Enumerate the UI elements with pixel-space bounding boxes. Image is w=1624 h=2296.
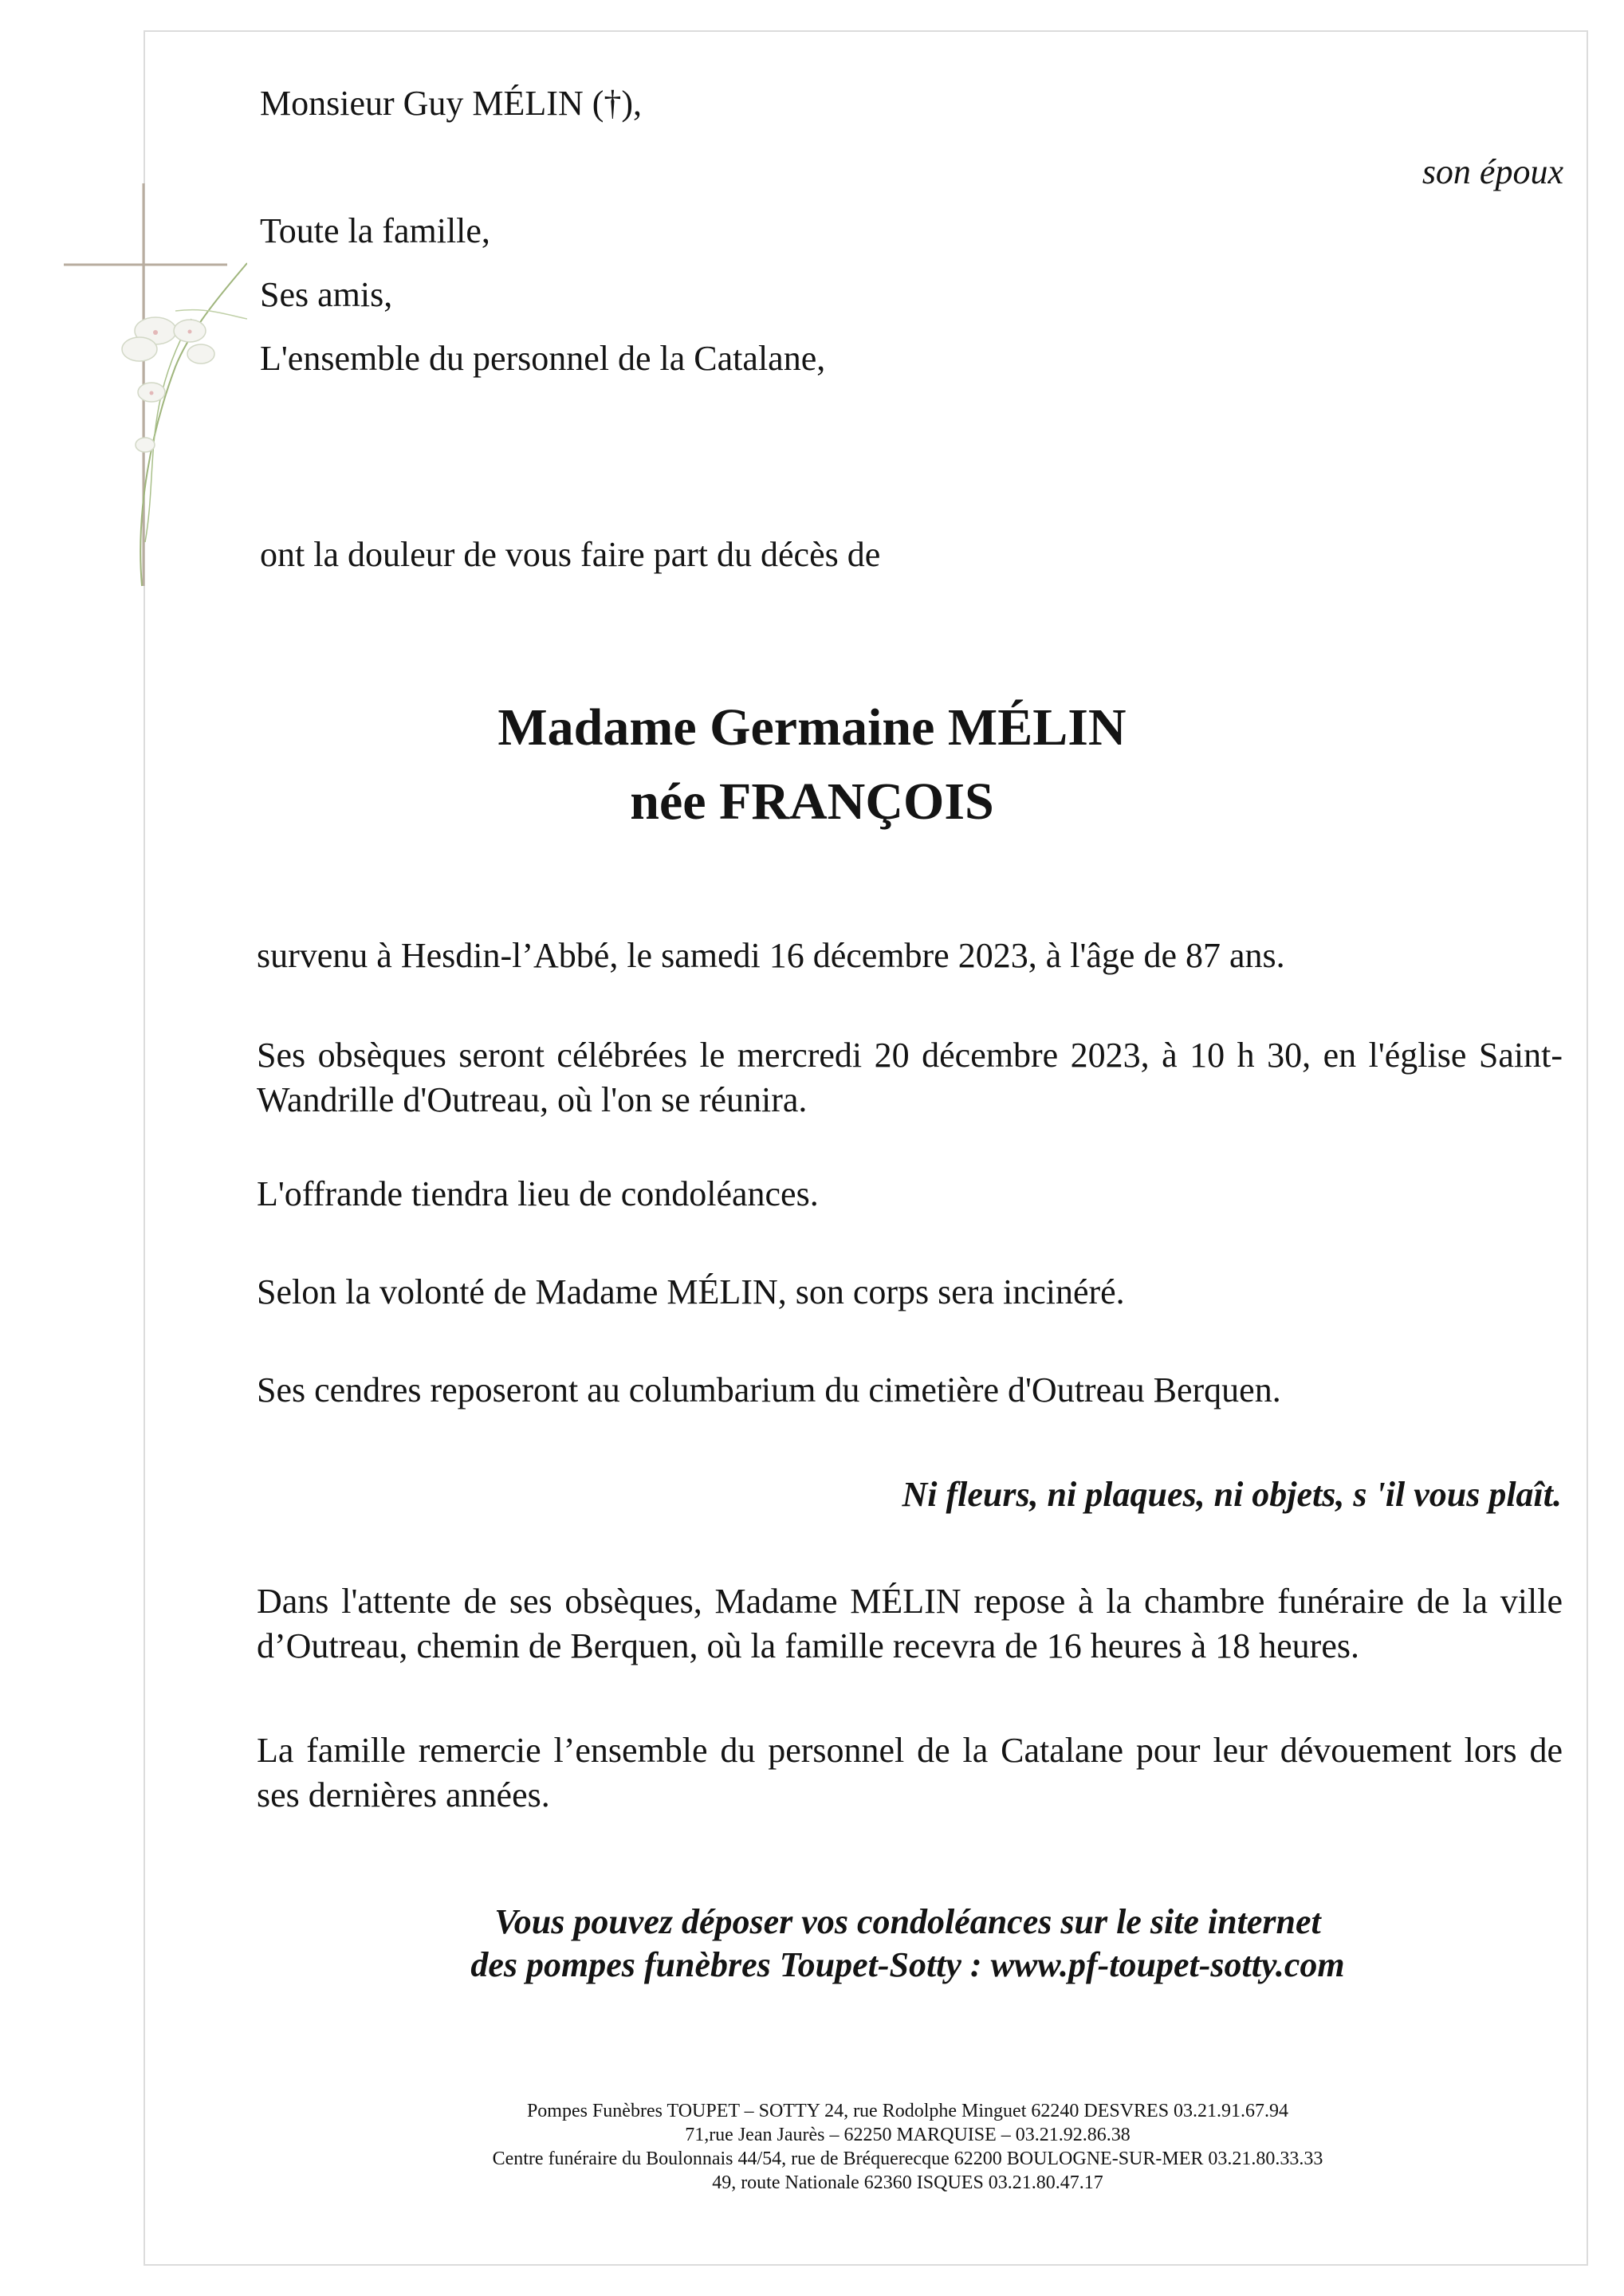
footer-line: Pompes Funèbres TOUPET – SOTTY 24, rue Rodolphe Minguet 62240 DESVRES 03.21.91.67.94 (526, 2101, 1289, 2121)
funeral-paragraph: Ses obsèques seront célébrées le mercredi 20 décembre 2023, à 10 h 30, en l'église Saint-Wandrille d'Outreau, où l'on se réunira. (257, 1036, 1563, 1119)
death-paragraph: survenu à Hesdin-l’Abbé, le samedi 16 décembre 2023, à l'âge de 87 ans. (257, 936, 1285, 975)
staff-line: L'ensemble du personnel de la Catalane, (260, 339, 826, 378)
ashes-paragraph: Ses cendres reposeront au columbarium du cimetière d'Outreau Berquen. (257, 1370, 1281, 1409)
thanks-paragraph: La famille remercie l’ensemble du personnel de la Catalane pour leur dévouement lors de ses dernières années. (257, 1731, 1563, 1814)
cross-symbol-icon: † (604, 84, 622, 123)
offering-paragraph: L'offrande tiendra lieu de condoléances. (257, 1174, 819, 1213)
deceased-name: Madame Germaine MÉLIN (497, 698, 1127, 757)
footer-line: Centre funéraire du Boulonnais 44/54, rue de Bréquerecque 62200 BOULOGNE-SUR-MER 03.21.80.33.33 (492, 2149, 1323, 2169)
husband-line (260, 81, 642, 126)
no-flowers-notice: Ni fleurs, ni plaques, ni objets, s 'il vous plaît. (902, 1475, 1562, 1514)
condolences-line-2: des pompes funèbres Toupet-Sotty : www.pf-toupet-sotty.com (470, 1945, 1345, 1984)
footer-line: 71,rue Jean Jaurès – 62250 MARQUISE – 03.21.92.86.38 (685, 2125, 1131, 2145)
friends-line: Ses amis, (260, 275, 393, 314)
deceased-maiden-name: née FRANÇOIS (630, 773, 994, 831)
rest-paragraph: Dans l'attente de ses obsèques, Madame MÉLIN repose à la chambre funéraire de la ville d’Outreau, chemin de Berquen, où la famille recevra de 16 heures à 18 heures. (257, 1582, 1563, 1665)
family-line: Toute la famille, (260, 211, 490, 250)
cross-orchid-icon (56, 167, 247, 598)
condolences-line-1: Vous pouvez déposer vos condoléances sur le site internet (494, 1902, 1321, 1941)
relation-label: son époux (1421, 152, 1563, 191)
intro-line: ont la douleur de vous faire part du décès de (260, 535, 881, 574)
husband-line-end: ), (621, 84, 643, 123)
cremation-paragraph: Selon la volonté de Madame MÉLIN, son corps sera incinéré. (257, 1272, 1125, 1311)
footer-line: 49, route Nationale 62360 ISQUES 03.21.80.47.17 (712, 2172, 1103, 2193)
husband-name: Monsieur Guy MÉLIN ( (260, 84, 604, 123)
